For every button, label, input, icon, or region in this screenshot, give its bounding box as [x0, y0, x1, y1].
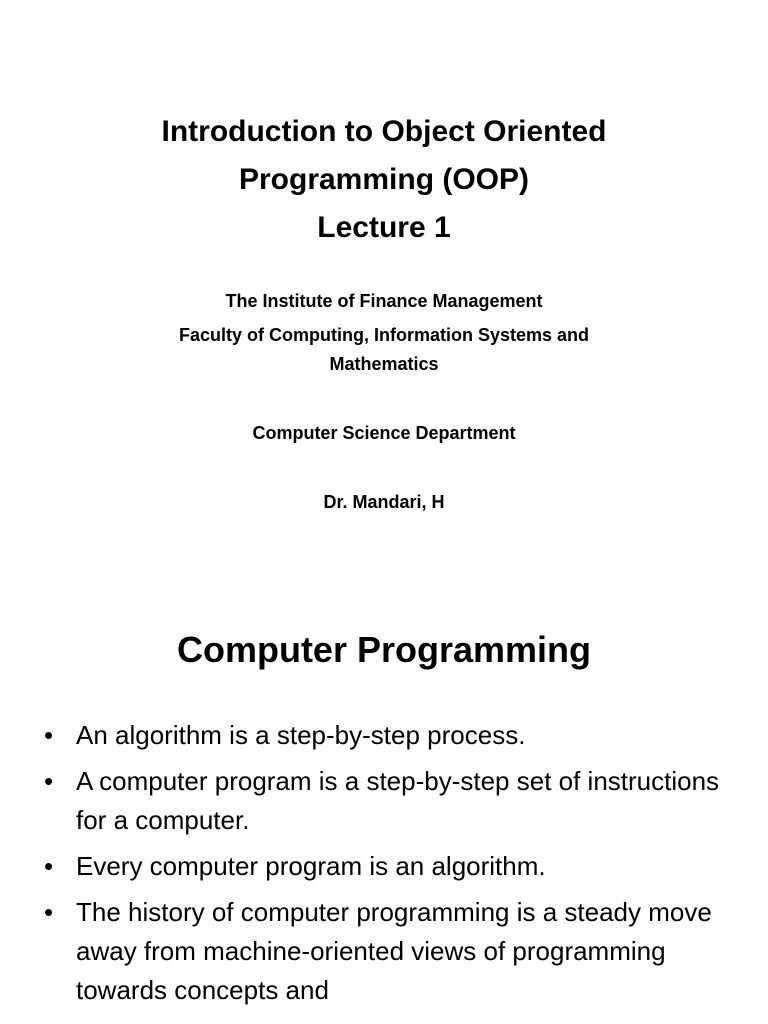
bullet-text: The history of computer programming is a steady move away from machine-oriented views of programming towards concepts and — [76, 897, 712, 1005]
department-name: Computer Science Department — [252, 423, 516, 443]
title-line-2: Programming (OOP) — [238, 163, 530, 196]
title-line-1: Introduction to Object Oriented — [161, 115, 607, 148]
faculty-line-2: Mathematics — [329, 354, 439, 374]
lecturer-name: Dr. Mandari, H — [323, 492, 445, 512]
bullet-text: Every computer program is an algorithm. — [76, 851, 546, 881]
slide-heading: Computer Programming — [176, 629, 592, 670]
title-line-3: Lecture 1 — [317, 211, 451, 244]
bullet-text: A computer program is a step-by-step set of instructions for a computer. — [76, 766, 720, 835]
content-slide — [0, 576, 768, 1024]
list-item — [44, 893, 734, 1010]
list-item — [44, 762, 734, 840]
list-item — [44, 847, 734, 886]
bullet-icon: • — [44, 720, 54, 750]
bullet-text: An algorithm is a step-by-step process. — [76, 720, 526, 750]
bullet-icon: • — [44, 766, 54, 796]
bullet-list — [44, 716, 734, 1017]
list-item — [44, 716, 734, 755]
bullet-icon: • — [44, 897, 54, 927]
institute-name: The Institute of Finance Management — [225, 291, 543, 311]
faculty-line-1: Faculty of Computing, Information Systems and — [178, 325, 590, 345]
bullet-icon: • — [44, 851, 54, 881]
